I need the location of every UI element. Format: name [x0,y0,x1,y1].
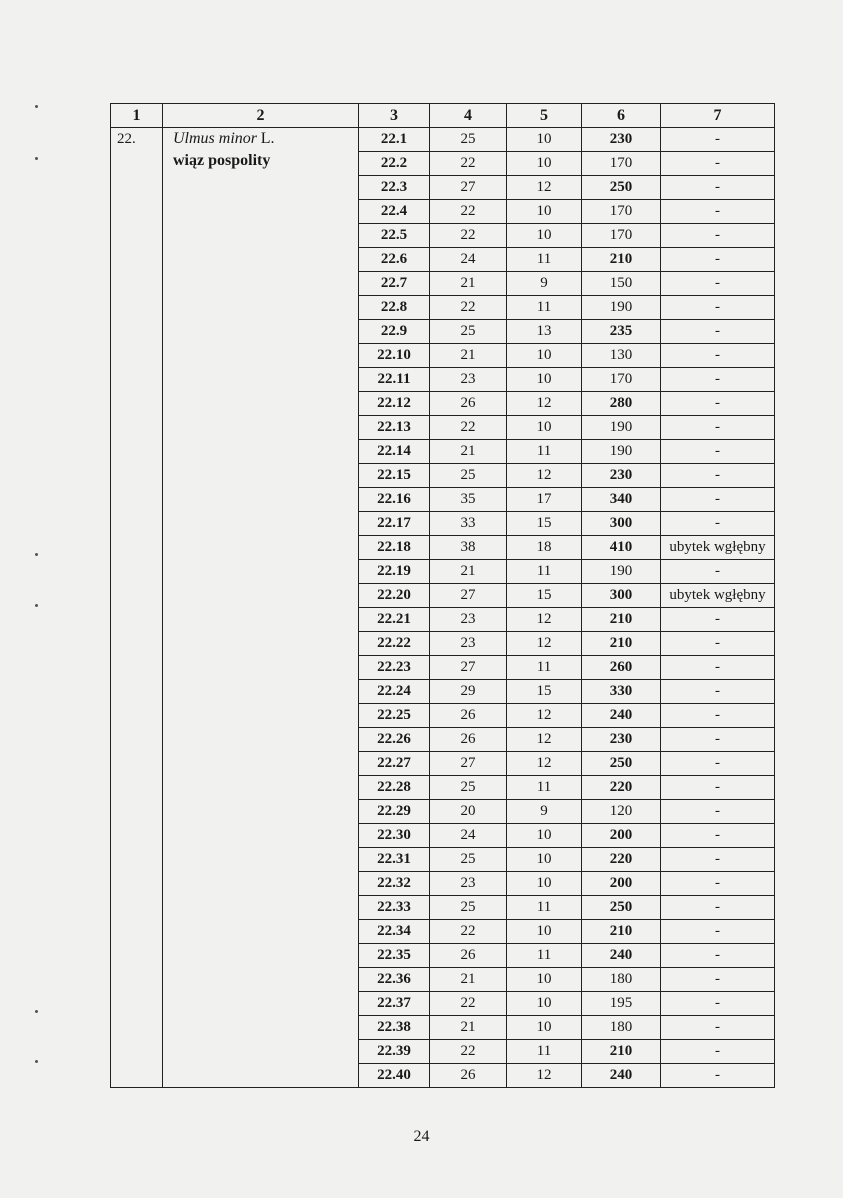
column-5-cell: 11 [507,440,582,464]
column-6-cell: 200 [582,872,661,896]
tree-number-cell: 22.3 [359,176,430,200]
scan-mark [35,105,38,108]
table-row [111,128,775,152]
column-4-cell: 29 [430,680,507,704]
column-7-cell: - [661,824,775,848]
column-6-cell: 240 [582,704,661,728]
column-7-cell: - [661,320,775,344]
column-5-cell: 10 [507,992,582,1016]
tree-number-cell: 22.2 [359,152,430,176]
column-5-cell: 10 [507,152,582,176]
column-6-cell: 190 [582,296,661,320]
column-4-cell: 24 [430,824,507,848]
tree-number-cell: 22.33 [359,896,430,920]
column-4-cell: 22 [430,152,507,176]
column-5-cell: 11 [507,296,582,320]
column-7-cell: - [661,872,775,896]
column-6-cell: 250 [582,896,661,920]
column-7-cell: - [661,848,775,872]
column-5-cell: 13 [507,320,582,344]
column-7-cell: - [661,752,775,776]
column-4-cell: 26 [430,944,507,968]
column-4-cell: 21 [430,1016,507,1040]
column-4-cell: 21 [430,440,507,464]
column-7-cell: - [661,344,775,368]
column-7-cell: - [661,680,775,704]
tree-number-cell: 22.21 [359,608,430,632]
column-7-cell: - [661,560,775,584]
column-4-cell: 27 [430,752,507,776]
column-4-cell: 25 [430,464,507,488]
column-4-cell: 26 [430,704,507,728]
column-7-cell: - [661,992,775,1016]
tree-number-cell: 22.24 [359,680,430,704]
column-6-cell: 170 [582,224,661,248]
column-6-cell: 210 [582,248,661,272]
column-6-cell: 190 [582,440,661,464]
tree-number-cell: 22.4 [359,200,430,224]
column-7-cell: - [661,368,775,392]
column-7-cell: - [661,1064,775,1088]
column-6-cell: 240 [582,944,661,968]
column-4-cell: 33 [430,512,507,536]
tree-number-cell: 22.25 [359,704,430,728]
column-7-cell: - [661,248,775,272]
column-5-cell: 18 [507,536,582,560]
scan-mark [35,1060,38,1063]
tree-number-cell: 22.36 [359,968,430,992]
page-number: 24 [413,1128,430,1145]
column-5-cell: 10 [507,368,582,392]
column-6-cell: 170 [582,200,661,224]
column-7-cell: - [661,224,775,248]
column-4-cell: 22 [430,920,507,944]
column-header-5: 5 [507,104,582,128]
column-5-cell: 12 [507,704,582,728]
column-4-cell: 25 [430,848,507,872]
tree-number-cell: 22.10 [359,344,430,368]
column-5-cell: 11 [507,896,582,920]
column-4-cell: 35 [430,488,507,512]
column-7-cell: - [661,800,775,824]
tree-number-cell: 22.31 [359,848,430,872]
tree-number-cell: 22.9 [359,320,430,344]
species-cell [163,128,359,1088]
tree-number-cell: 22.34 [359,920,430,944]
column-6-cell: 300 [582,584,661,608]
column-5-cell: 12 [507,608,582,632]
column-5-cell: 12 [507,392,582,416]
species-latin-name: Ulmus minor [173,130,258,147]
column-4-cell: 23 [430,368,507,392]
column-header-2: 2 [163,104,359,128]
tree-number-cell: 22.15 [359,464,430,488]
column-4-cell: 38 [430,536,507,560]
tree-number-cell: 22.1 [359,128,430,152]
column-4-cell: 27 [430,656,507,680]
column-5-cell: 15 [507,680,582,704]
column-5-cell: 10 [507,872,582,896]
column-5-cell: 10 [507,224,582,248]
column-7-cell: - [661,512,775,536]
column-4-cell: 21 [430,272,507,296]
column-7-cell: - [661,1016,775,1040]
column-6-cell: 230 [582,728,661,752]
column-4-cell: 26 [430,1064,507,1088]
tree-number-cell: 22.5 [359,224,430,248]
column-header-6: 6 [582,104,661,128]
tree-inventory-table [110,103,775,1088]
column-5-cell: 12 [507,728,582,752]
column-4-cell: 25 [430,128,507,152]
column-4-cell: 25 [430,776,507,800]
tree-number-cell: 22.38 [359,1016,430,1040]
column-7-cell: - [661,968,775,992]
column-6-cell: 190 [582,560,661,584]
column-7-cell: - [661,152,775,176]
tree-number-cell: 22.35 [359,944,430,968]
column-5-cell: 10 [507,344,582,368]
column-7-cell: - [661,464,775,488]
species-common-name: wiąz pospolity [173,152,271,169]
column-7-cell: - [661,416,775,440]
column-5-cell: 10 [507,848,582,872]
tree-number-cell: 22.6 [359,248,430,272]
column-7-cell: - [661,296,775,320]
tree-number-cell: 22.17 [359,512,430,536]
column-5-cell: 10 [507,824,582,848]
column-4-cell: 22 [430,224,507,248]
tree-number-cell: 22.8 [359,296,430,320]
column-6-cell: 280 [582,392,661,416]
tree-number-cell: 22.39 [359,1040,430,1064]
header-row [111,104,775,128]
column-7-cell: - [661,176,775,200]
column-7-cell: ubytek wgłębny [661,584,775,608]
column-6-cell: 170 [582,152,661,176]
column-6-cell: 210 [582,1040,661,1064]
column-4-cell: 22 [430,1040,507,1064]
tree-number-cell: 22.28 [359,776,430,800]
tree-number-cell: 22.16 [359,488,430,512]
column-5-cell: 10 [507,128,582,152]
column-4-cell: 23 [430,872,507,896]
column-header-3: 3 [359,104,430,128]
column-header-4: 4 [430,104,507,128]
column-6-cell: 210 [582,608,661,632]
column-7-cell: - [661,896,775,920]
column-5-cell: 15 [507,584,582,608]
tree-number-cell: 22.30 [359,824,430,848]
column-5-cell: 11 [507,944,582,968]
column-6-cell: 200 [582,824,661,848]
column-6-cell: 230 [582,464,661,488]
column-6-cell: 130 [582,344,661,368]
column-5-cell: 10 [507,920,582,944]
species-author: L. [260,130,275,147]
column-5-cell: 9 [507,272,582,296]
column-6-cell: 240 [582,1064,661,1088]
tree-number-cell: 22.14 [359,440,430,464]
column-4-cell: 25 [430,320,507,344]
column-5-cell: 11 [507,560,582,584]
column-4-cell: 21 [430,968,507,992]
column-5-cell: 12 [507,176,582,200]
column-4-cell: 24 [430,248,507,272]
column-6-cell: 170 [582,368,661,392]
column-4-cell: 22 [430,416,507,440]
tree-number-cell: 22.12 [359,392,430,416]
tree-number-cell: 22.7 [359,272,430,296]
column-6-cell: 220 [582,848,661,872]
column-7-cell: - [661,608,775,632]
column-7-cell: - [661,776,775,800]
column-header-7: 7 [661,104,775,128]
column-5-cell: 12 [507,1064,582,1088]
column-5-cell: 10 [507,416,582,440]
column-7-cell: - [661,392,775,416]
column-5-cell: 12 [507,464,582,488]
column-6-cell: 120 [582,800,661,824]
tree-number-cell: 22.23 [359,656,430,680]
column-4-cell: 21 [430,344,507,368]
column-4-cell: 22 [430,992,507,1016]
column-6-cell: 260 [582,656,661,680]
column-7-cell: - [661,920,775,944]
tree-number-cell: 22.13 [359,416,430,440]
column-7-cell: - [661,944,775,968]
column-6-cell: 180 [582,1016,661,1040]
column-7-cell: - [661,704,775,728]
column-5-cell: 11 [507,776,582,800]
entry-number: 22. [111,128,163,1088]
column-6-cell: 235 [582,320,661,344]
column-6-cell: 195 [582,992,661,1016]
column-5-cell: 10 [507,1016,582,1040]
column-7-cell: - [661,728,775,752]
column-5-cell: 15 [507,512,582,536]
tree-number-cell: 22.27 [359,752,430,776]
column-header-1: 1 [111,104,163,128]
column-4-cell: 27 [430,584,507,608]
column-4-cell: 27 [430,176,507,200]
column-4-cell: 20 [430,800,507,824]
column-6-cell: 340 [582,488,661,512]
scan-mark [35,604,38,607]
scan-mark [35,157,38,160]
column-7-cell: - [661,1040,775,1064]
column-6-cell: 250 [582,752,661,776]
column-7-cell: - [661,656,775,680]
tree-number-cell: 22.32 [359,872,430,896]
column-4-cell: 25 [430,896,507,920]
column-7-cell: - [661,632,775,656]
column-6-cell: 210 [582,632,661,656]
column-6-cell: 410 [582,536,661,560]
column-7-cell: ubytek wgłębny [661,536,775,560]
column-5-cell: 10 [507,968,582,992]
tree-number-cell: 22.26 [359,728,430,752]
column-7-cell: - [661,488,775,512]
tree-number-cell: 22.22 [359,632,430,656]
column-4-cell: 21 [430,560,507,584]
column-6-cell: 300 [582,512,661,536]
column-7-cell: - [661,200,775,224]
column-6-cell: 190 [582,416,661,440]
column-4-cell: 26 [430,392,507,416]
scan-mark [35,1010,38,1013]
column-5-cell: 12 [507,632,582,656]
column-6-cell: 230 [582,128,661,152]
tree-number-cell: 22.20 [359,584,430,608]
column-6-cell: 330 [582,680,661,704]
column-5-cell: 11 [507,656,582,680]
column-6-cell: 220 [582,776,661,800]
tree-number-cell: 22.37 [359,992,430,1016]
column-5-cell: 9 [507,800,582,824]
column-5-cell: 11 [507,1040,582,1064]
column-6-cell: 180 [582,968,661,992]
column-4-cell: 26 [430,728,507,752]
tree-number-cell: 22.11 [359,368,430,392]
column-7-cell: - [661,272,775,296]
tree-number-cell: 22.29 [359,800,430,824]
column-6-cell: 210 [582,920,661,944]
column-5-cell: 10 [507,200,582,224]
column-6-cell: 150 [582,272,661,296]
column-4-cell: 23 [430,608,507,632]
column-5-cell: 11 [507,248,582,272]
column-4-cell: 22 [430,200,507,224]
column-4-cell: 22 [430,296,507,320]
column-4-cell: 23 [430,632,507,656]
tree-number-cell: 22.40 [359,1064,430,1088]
column-5-cell: 17 [507,488,582,512]
tree-number-cell: 22.18 [359,536,430,560]
column-5-cell: 12 [507,752,582,776]
column-7-cell: - [661,128,775,152]
table-body [111,128,775,1088]
column-7-cell: - [661,440,775,464]
scan-mark [35,553,38,556]
column-6-cell: 250 [582,176,661,200]
tree-number-cell: 22.19 [359,560,430,584]
